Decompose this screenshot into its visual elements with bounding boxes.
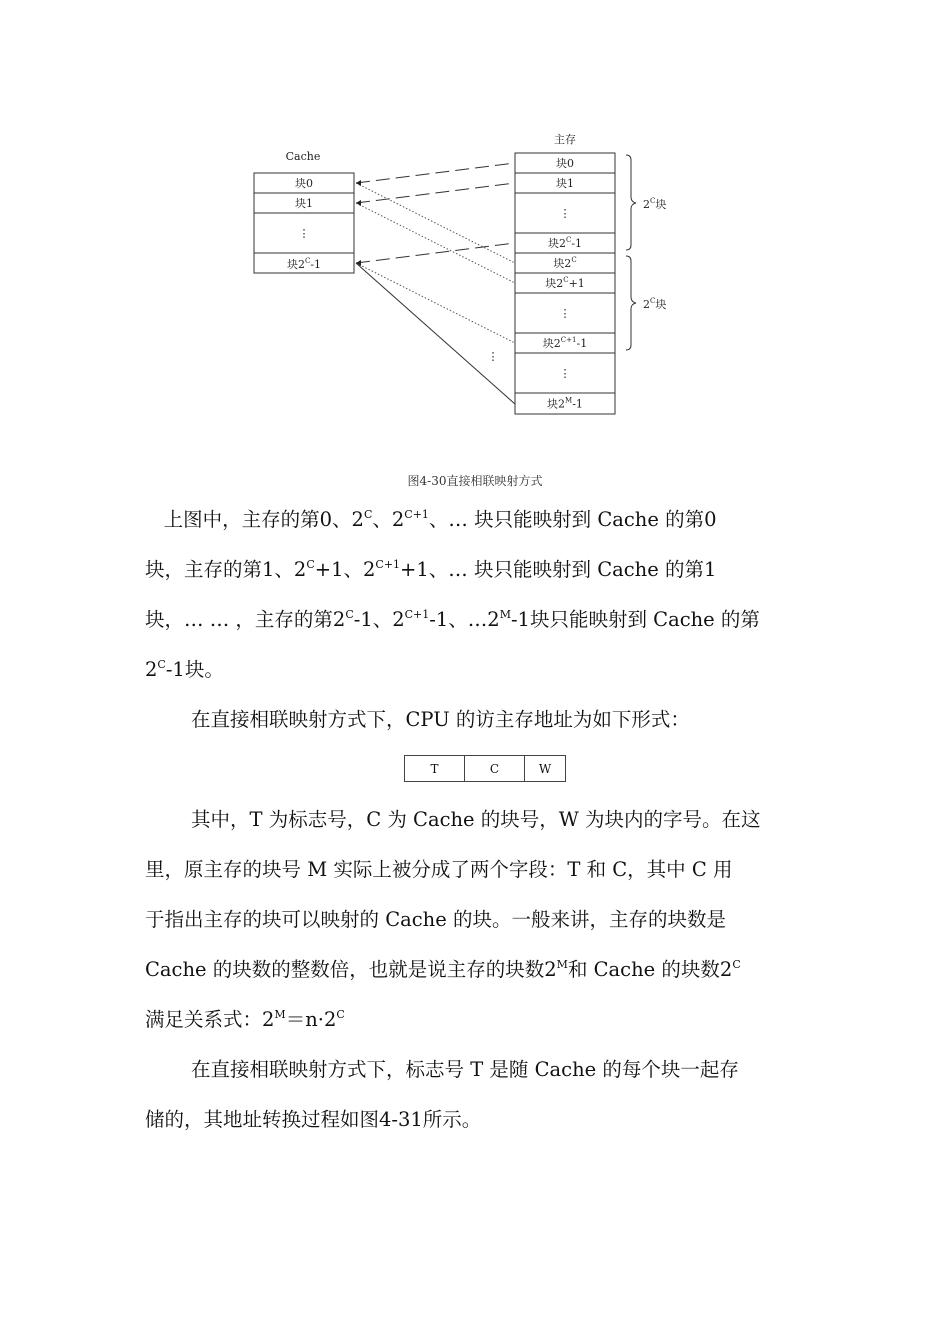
cache-dots: ⋮ [298, 227, 310, 240]
map-line-block0 [356, 163, 515, 183]
memory-block-3: 块$2^C-1$ [547, 236, 583, 250]
memory-block-7: 块$2^{C+1}-1$ [542, 336, 588, 350]
direct-mapping-diagram [0, 0, 950, 470]
brace-label-2: $2^C$块 [643, 297, 667, 311]
address-format-box [404, 755, 566, 782]
memory-block-5: 块$2^C+1$ [545, 276, 585, 290]
address-field-w: W [538, 761, 552, 776]
address-field-t: T [405, 756, 465, 781]
para3-line3: 于指出主存的块可以映射的 Cache 的块。一般来讲，主存的块数是 [145, 908, 726, 931]
map-line-block2m-1 [356, 263, 515, 404]
figure-caption: 图4-30直接相联映射方式 [407, 474, 543, 488]
para1-line1: 上图中，主存的第0、$2^C$、$2^{C+1}$、… 块只能映射到 Cache 的第0 [163, 508, 717, 531]
cache-block-0: 块0 [295, 177, 313, 190]
para3-line1: 其中，T 为标志号，C 为 Cache 的块号，W 为块内的字号。在这 [191, 808, 761, 831]
memory-block-0: 块0 [556, 157, 574, 170]
para1-line3: 块，… … ，主存的第$2^C-1$、$2^{C+1}-1$、$\dots 2^M-1$块只能映射到 Cache 的第 [145, 608, 760, 631]
memory-block-1: 块1 [556, 177, 574, 190]
memory-block-4: 块$2^C$ [553, 256, 577, 270]
map-line-block2c+1-1 [356, 263, 515, 343]
cache-box [254, 173, 354, 273]
map-line-block2c-1 [356, 243, 515, 263]
memory-block-6: ⋮ [559, 307, 571, 320]
brace-group-2 [626, 256, 636, 350]
map-line-block1 [356, 183, 515, 203]
memory-block-2: ⋮ [559, 207, 571, 220]
para2: 在直接相联映射方式下，CPU 的访主存地址为如下形式： [191, 708, 690, 731]
para4-line1: 在直接相联映射方式下，标志号 T 是随 Cache 的每个块一起存 [191, 1058, 739, 1081]
cache-block-last: 块$2^C-1$ [286, 257, 322, 271]
map-line-block2c [356, 183, 515, 263]
para3-line5: 满足关系式：$2^M=n\cdot 2^C$ [145, 1008, 345, 1031]
map-line-block2c+1 [356, 203, 515, 283]
brace-label-1: $2^C$块 [643, 197, 667, 211]
para3-line2: 里，原主存的块号 M 实际上被分成了两个字段：T 和 C，其中 C 用 [145, 858, 733, 881]
memory-title: 主存 [554, 133, 576, 146]
para1-line2: 块，主存的第1、$2^C+1$、$2^{C+1}+1$、… 块只能映射到 Cache 的第1 [145, 558, 717, 581]
address-field-c: C [465, 756, 525, 781]
memory-block-8: ⋮ [559, 367, 571, 380]
cache-block-1: 块1 [295, 197, 313, 210]
middle-dots: ⋮ [487, 350, 499, 363]
mapping-lines [356, 163, 515, 404]
para4-line2: 储的，其地址转换过程如图4-31所示。 [145, 1108, 482, 1131]
para1-line4: $2^C-1$块。 [145, 658, 224, 681]
brace-group-1 [626, 155, 636, 250]
memory-block-9: 块$2^M-1$ [547, 396, 583, 411]
cache-title: Cache [285, 150, 321, 163]
para3-line4: Cache 的块数的整数倍，也就是说主存的块数$2^M$和 Cache 的块数$2^C$ [145, 958, 741, 981]
memory-box [515, 153, 615, 414]
